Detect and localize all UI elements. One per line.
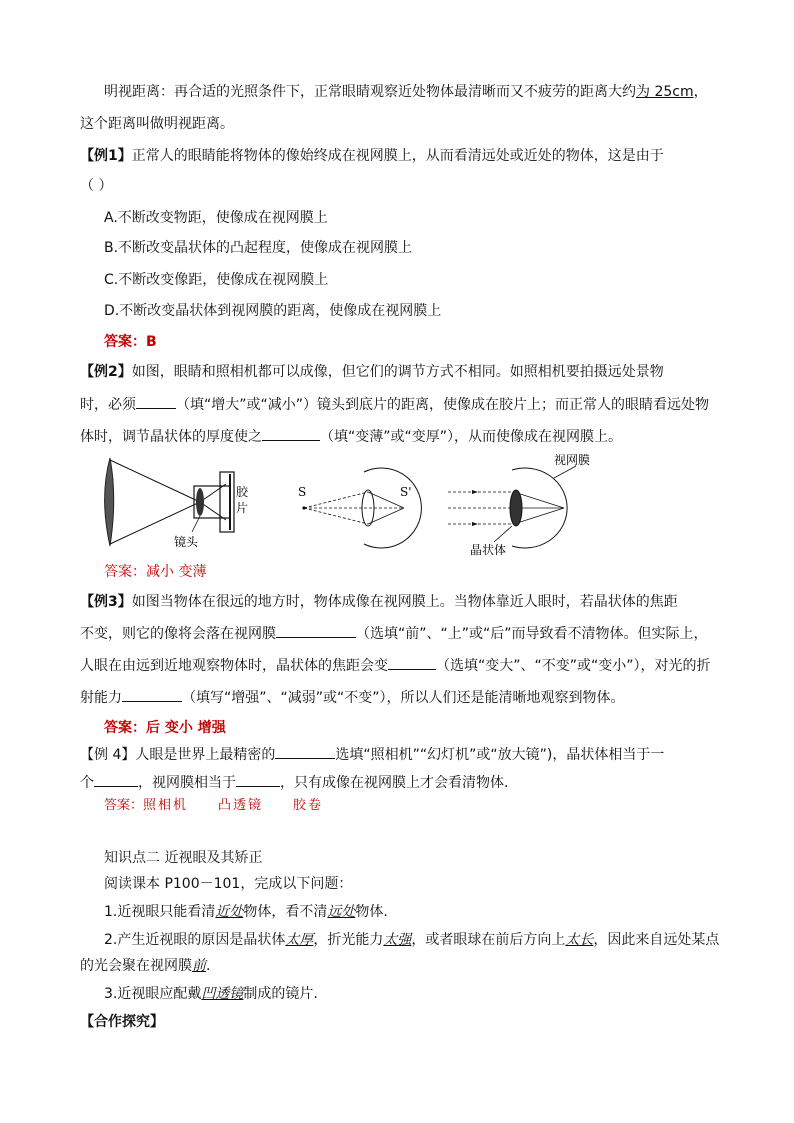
fill-blank[interactable] — [388, 655, 436, 670]
image-point-label: S' — [400, 485, 412, 499]
question-3 — [104, 984, 318, 1004]
question-text: 2.产生近视眼的原因是晶状体 — [104, 932, 286, 948]
definition-line-2: 这个距离叫做明视距离。 — [80, 116, 234, 132]
question-1 — [104, 902, 388, 922]
question-text: . — [206, 958, 211, 974]
section-title: 知识点二 近视眼及其矫正 — [104, 850, 263, 866]
question-text: （填“变薄”或“变厚”），从而使像成在视网膜上。 — [320, 429, 623, 445]
answer-paren: （ ） — [80, 178, 113, 194]
definition-text: 明视距离：再合适的光照条件下，正常眼睛观察近处物体最清晰而又不疲劳的距离大约 — [104, 84, 636, 100]
film-label-2: 片 — [236, 501, 249, 515]
question-text: ，折光能力 — [313, 932, 384, 948]
lens-label: 镜头 — [174, 535, 199, 549]
option-b: B.不断改变晶状体的凸起程度，使像成在视网膜上 — [104, 240, 413, 256]
answer-value: 照相机 — [143, 798, 189, 813]
question-text: 人眼是世界上最精密的 — [135, 747, 276, 763]
question-text: 不变，则它的像将会落在视网膜 — [80, 626, 276, 642]
example-3-line-2 — [80, 623, 708, 644]
question-text: 正常人的眼睛能将物体的像始终成在视网膜上，从而看清远处或近处的物体，这是由于 — [131, 148, 664, 164]
example-label: 【例3】 — [80, 594, 132, 610]
question-text: 如图，眼睛和照相机都可以成像，但它们的调节方式不相同。如照相机要拍摄远处景物 — [131, 364, 664, 380]
question-2-cont — [80, 956, 210, 976]
question-text: 制成的镜片. — [243, 986, 318, 1002]
example-2-line-2 — [80, 394, 709, 415]
example-label: 【例2】 — [80, 364, 132, 380]
fill-blank[interactable] — [262, 426, 320, 441]
handwritten-answer: 太长 — [565, 932, 594, 948]
fill-blank[interactable] — [122, 687, 182, 702]
question-text: ，因此来自远处某点 — [593, 932, 720, 948]
handwritten-answer: 太厚 — [285, 932, 314, 948]
handwritten-answer: 太强 — [383, 932, 412, 948]
question-text: ，或者眼球在前后方向上 — [411, 932, 566, 948]
question-text: （填写“增强”、“减弱”或“不变”），所以人们还是能清晰地观察到物体。 — [182, 690, 625, 706]
example-label: 【例1】 — [80, 148, 132, 164]
question-text: 人眼在由远到近地观察物体时，晶状体的焦距会变 — [80, 658, 388, 674]
object-point-label: S — [298, 485, 307, 499]
example-label: 【例 4】 — [80, 747, 136, 763]
question-text: 物体，看不清 — [243, 904, 328, 920]
reading-instruction: 阅读课本 P100－101，完成以下问题： — [104, 876, 353, 892]
question-text: ，只有成像在视网膜上才会看清物体. — [280, 775, 509, 791]
cooperative-inquiry-heading: 【合作探究】 — [80, 1014, 164, 1030]
question-text: 射能力 — [80, 690, 122, 706]
optics-figures — [96, 450, 616, 560]
option-d: D.不断改变晶状体到视网膜的距离，使像成在视网膜上 — [104, 303, 442, 319]
example-4-line-2 — [80, 772, 508, 793]
film-label: 胶 — [236, 485, 249, 499]
punct: ， — [693, 84, 708, 100]
example-4-answer — [104, 796, 323, 816]
retina-label: 视网膜 — [554, 453, 591, 467]
question-text: （选填“变大”、“不变”或“变小”），对光的折 — [436, 658, 711, 674]
handwritten-answer: 近处 — [215, 904, 244, 920]
definition-line — [104, 82, 708, 102]
eye-parallel-diagram — [442, 450, 616, 560]
question-text: 3.近视眼应配戴 — [104, 986, 202, 1002]
fill-blank[interactable] — [236, 772, 280, 787]
handwritten-answer: 远处 — [327, 904, 356, 920]
question-text: （选填“前”、“上”或“后”而导致看不清物体。但实际上， — [356, 626, 708, 642]
fill-blank[interactable] — [94, 772, 138, 787]
crystal-lens-label: 晶状体 — [470, 543, 507, 557]
answer-label: 答案： — [104, 798, 144, 813]
option-c: C.不断改变像距，使像成在视网膜上 — [104, 272, 329, 288]
example-3-answer: 答案：后 变小 增强 — [104, 720, 226, 736]
option-a: A.不断改变物距，使像成在视网膜上 — [104, 210, 328, 226]
example-4-line-1 — [80, 744, 664, 765]
example-1-stem — [80, 146, 664, 166]
example-2-line-1 — [80, 362, 664, 382]
question-text: （填“增大”或“减小”）镜头到底片的距离，使像成在胶片上；而正常人的眼睛看远处物 — [176, 397, 710, 413]
fill-blank[interactable] — [136, 394, 176, 409]
answer-value: 胶卷 — [293, 798, 324, 813]
question-text: 物体. — [355, 904, 388, 920]
question-2 — [104, 930, 719, 950]
question-text: 个 — [80, 775, 94, 791]
example-3-line-3 — [80, 655, 711, 676]
fill-blank[interactable] — [276, 623, 356, 638]
camera-diagram — [96, 450, 276, 560]
handwritten-answer: 前 — [192, 958, 206, 974]
definition-answer: 为 25cm — [636, 84, 694, 100]
question-text: 的光会聚在视网膜 — [80, 958, 192, 974]
question-text: 选填“照相机”“幻灯机”或“放大镜”)，晶状体相当于一 — [335, 747, 665, 763]
example-2-line-3 — [80, 426, 622, 447]
fill-blank[interactable] — [275, 744, 335, 759]
question-text: 1.近视眼只能看清 — [104, 904, 216, 920]
question-text: ，视网膜相当于 — [138, 775, 236, 791]
question-text: 体时，调节晶状体的厚度使之 — [80, 429, 262, 445]
question-text: 如图当物体在很远的地方时，物体成像在视网膜上。当物体靠近人眼时，若晶状体的焦距 — [131, 594, 678, 610]
example-2-answer: 答案：减小 变薄 — [104, 564, 207, 580]
answer-value: 凸透镜 — [218, 798, 264, 813]
example-1-answer: 答案：B — [104, 334, 157, 350]
example-3-line-1 — [80, 592, 678, 612]
handwritten-answer: 凹透镜 — [201, 986, 244, 1002]
example-3-line-4 — [80, 687, 625, 708]
eye-focus-diagram — [292, 450, 432, 560]
question-text: 时，必须 — [80, 397, 136, 413]
